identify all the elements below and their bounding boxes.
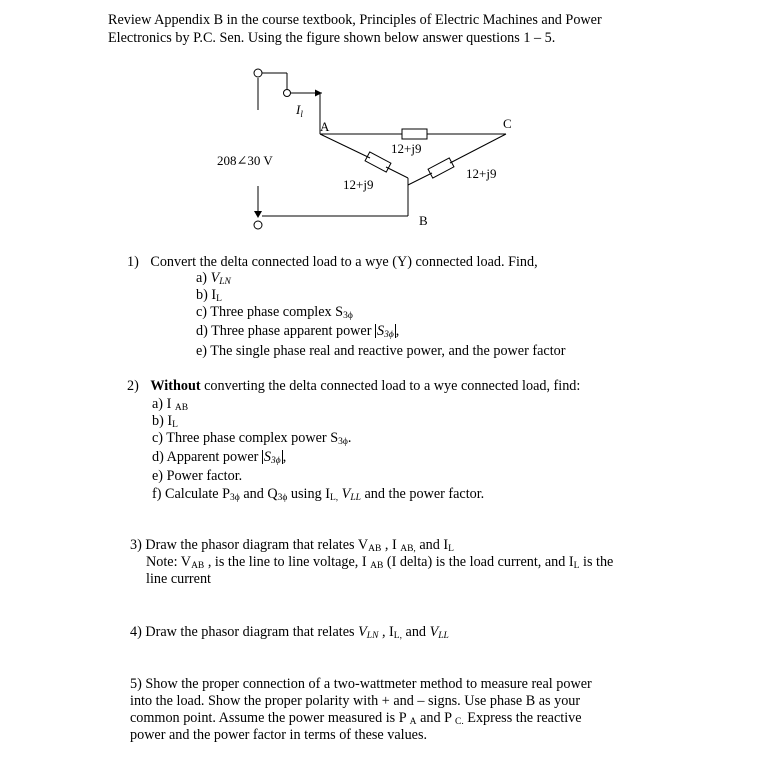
- q2-part-a: a) I $_{AB}$: [152, 396, 189, 413]
- impedance-ac-label: 12+j9: [391, 141, 422, 156]
- q2-part-e: e) Power factor.: [152, 468, 243, 484]
- q2-part-b: b) $I_L$: [152, 413, 178, 430]
- node-c-label: C: [503, 116, 512, 131]
- impedance-ab: [365, 152, 391, 172]
- q1-part-b: b) $I_L$: [196, 287, 222, 304]
- question-5-line-1: 5) Show the proper connection of a two-wattmeter method to measure real power: [130, 676, 592, 692]
- line-a-terminal: [284, 90, 291, 97]
- q2-part-c: c) Three phase complex power $S_{3\phi}$.: [152, 430, 352, 447]
- source-voltage-label: 208∠30 V: [217, 153, 273, 168]
- top-terminal: [254, 69, 262, 77]
- q1-part-c: c) Three phase complex $S_{3\phi}$: [196, 304, 353, 321]
- bottom-terminal: [254, 221, 262, 229]
- current-arrowhead: [315, 90, 322, 97]
- source-arrowhead: [254, 211, 262, 218]
- q2-part-f: f) Calculate $P_{3\phi}$ and $Q_{3\phi}$ using $I_{L,}$ $V_{LL}$ and the power factor.: [152, 486, 485, 503]
- intro-line-2: Electronics by P.C. Sen. Using the figure shown below answer questions 1 – 5.: [108, 30, 556, 46]
- intro-line-1: Review Appendix B in the course textbook, Principles of Electric Machines and Power: [108, 12, 602, 28]
- impedance-bc: [428, 158, 454, 178]
- question-2: 2) Without converting the delta connected load to a wye connected load, find:: [127, 378, 581, 394]
- current-label: $I_l$: [296, 102, 303, 119]
- question-5-line-2: into the load. Show the proper polarity with + and – signs. Use phase B as your: [130, 693, 581, 709]
- question-3: 3) Draw the phasor diagram that relates $V_{AB}$ , I $_{AB,}$ and $I_L$: [130, 537, 454, 554]
- question-5-line-4: power and the power factor in terms of these values.: [130, 727, 428, 743]
- question-4: 4) Draw the phasor diagram that relates $V_{LN}$ , $I_{L,}$ and $V_{LL}$: [130, 624, 449, 641]
- q1-part-e: e) The single phase real and reactive power, and the power factor: [196, 343, 566, 359]
- node-a-label: A: [320, 119, 330, 134]
- question-1: 1) Convert the delta connected load to a wye (Y) connected load. Find,: [127, 254, 538, 270]
- q1-part-a: a) $V_{LN}$: [196, 270, 231, 287]
- q3-note: Note: $V_{AB}$ , is the line to line voltage, I $_{AB}$ (I delta) is the load current, and $I_L$ is the: [146, 554, 614, 571]
- question-5-line-3: common point. Assume the power measured is P $_A$ and P $_{C.}$ Express the reactive: [130, 710, 582, 727]
- q1-part-d: d) Three phase apparent power $S_{3\phi}$ ,: [196, 323, 400, 340]
- q3-note-line-2: line current: [146, 571, 211, 587]
- impedance-bc-label: 12+j9: [466, 166, 497, 181]
- impedance-ac: [402, 129, 427, 139]
- q2-part-d: d) Apparent power $S_{3\phi}$ ,: [152, 449, 287, 466]
- impedance-ab-label: 12+j9: [343, 177, 374, 192]
- node-b-label: B: [419, 213, 428, 228]
